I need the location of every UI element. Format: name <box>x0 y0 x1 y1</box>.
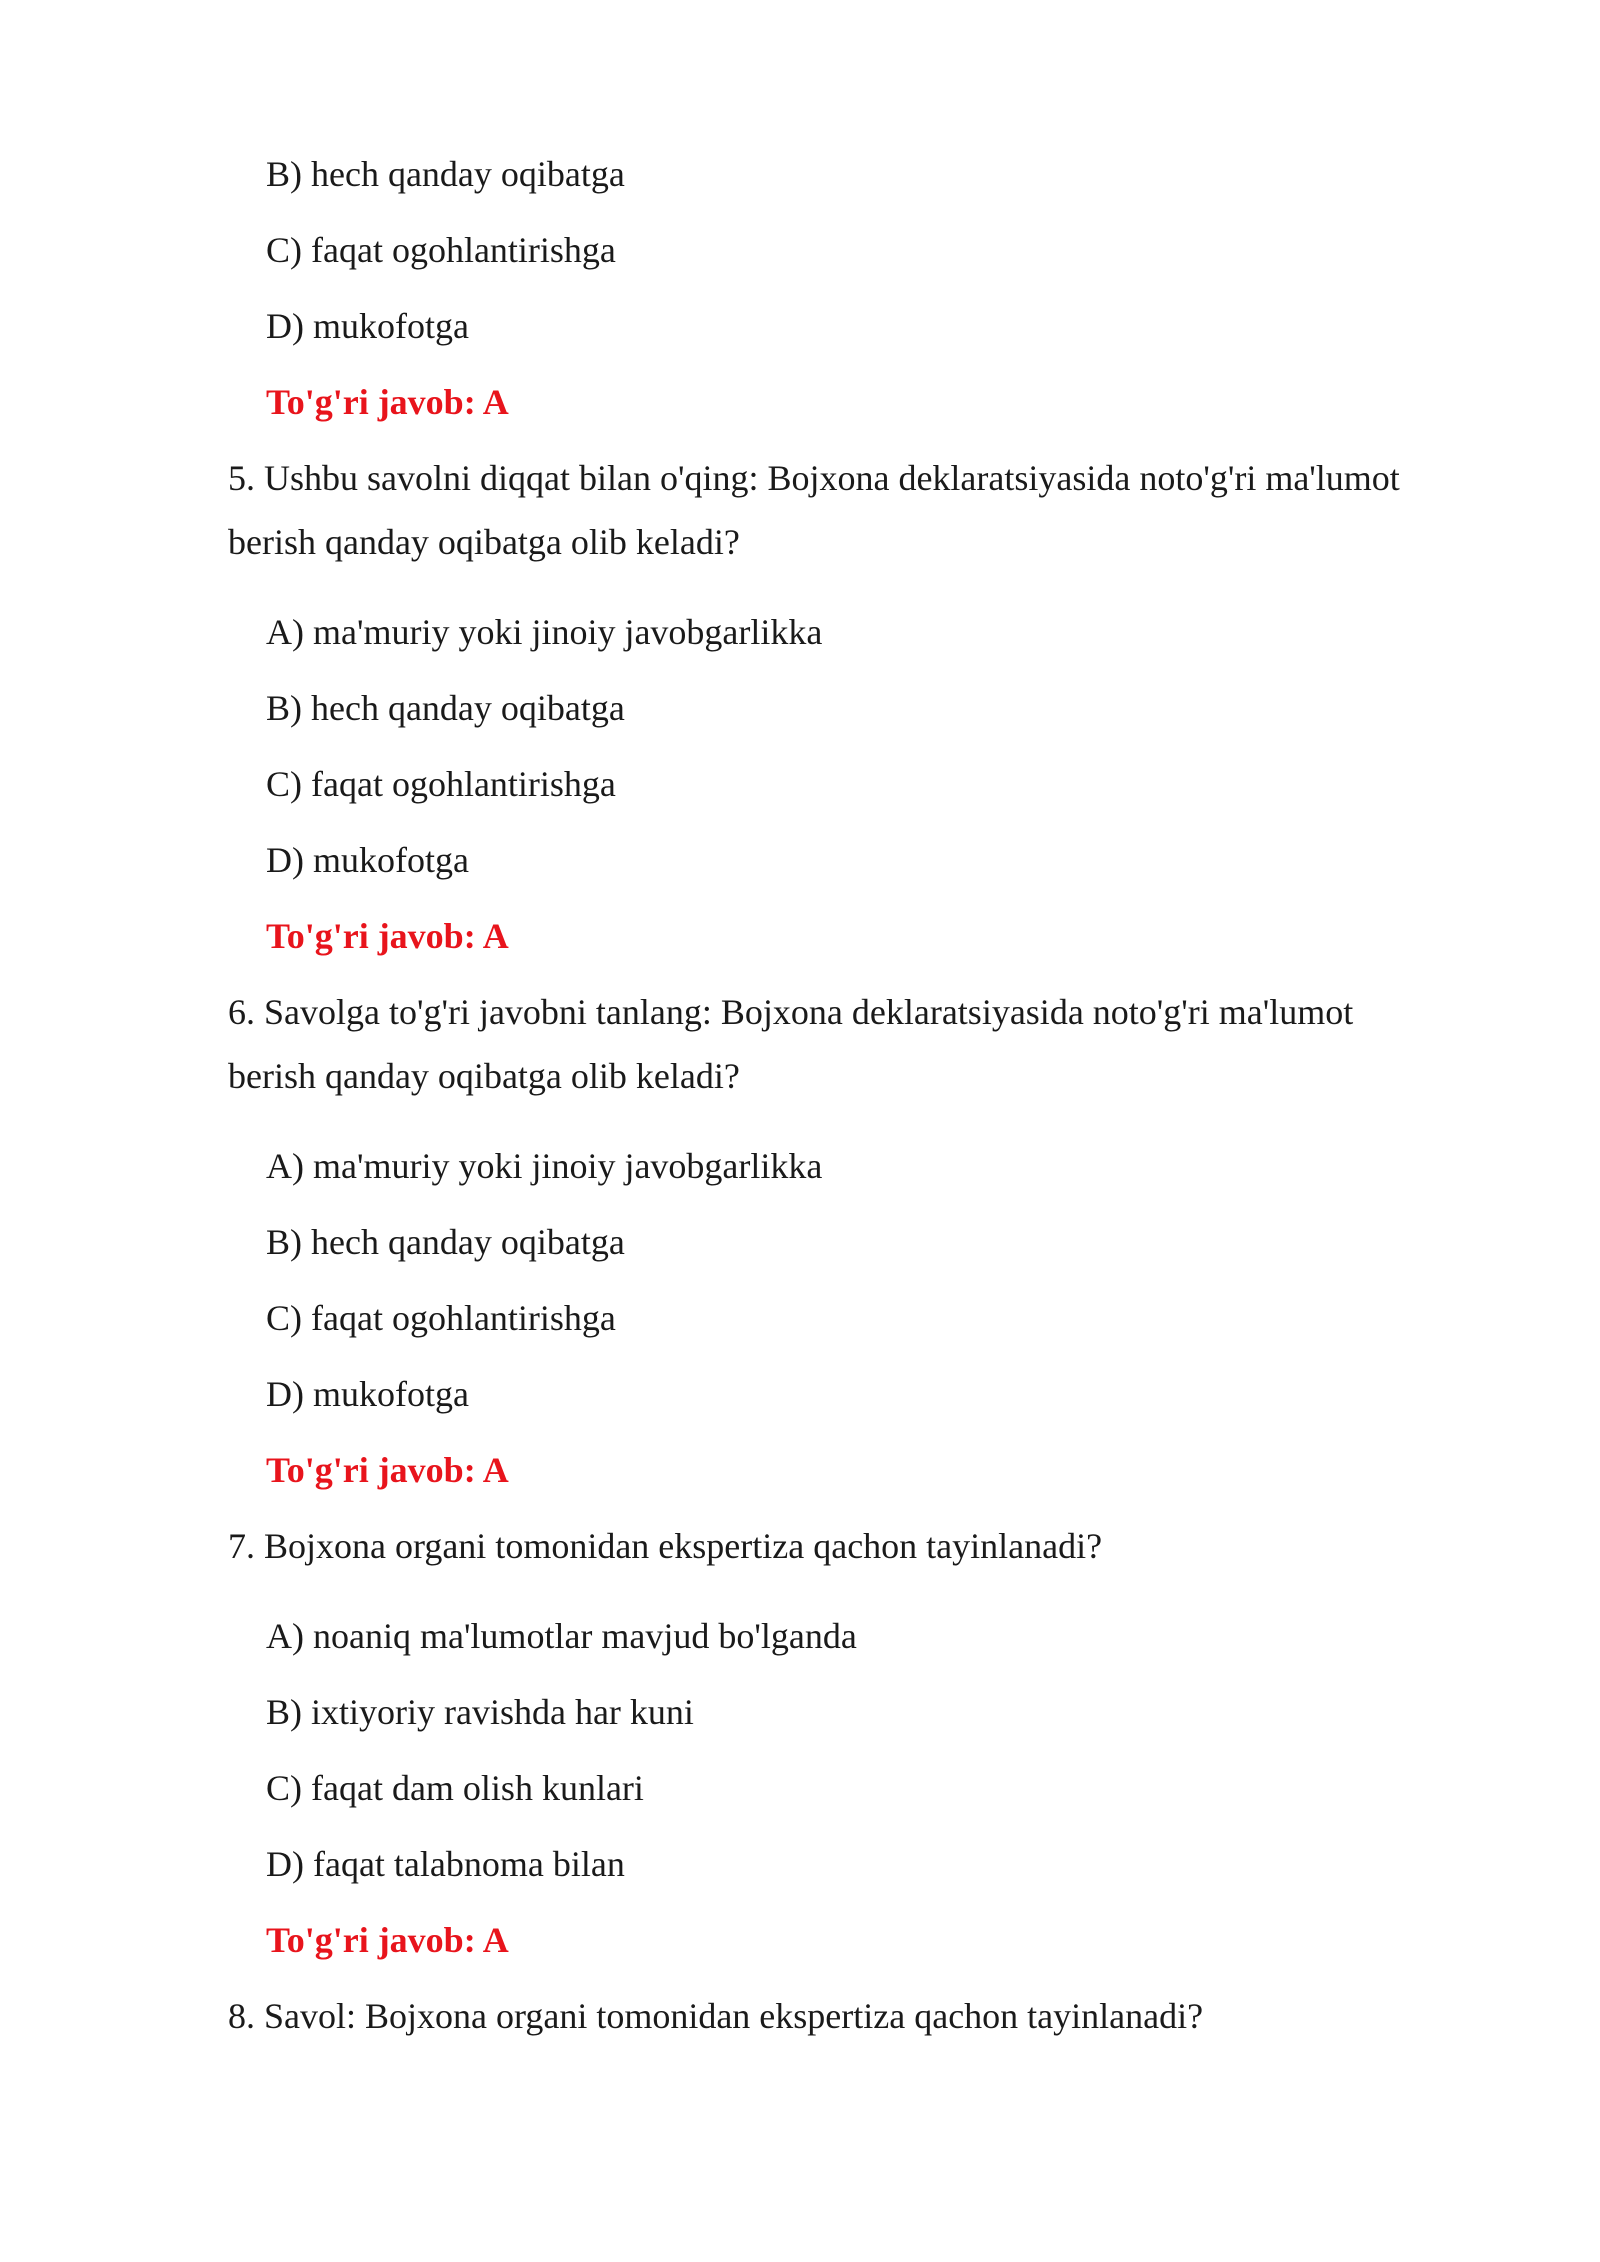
option-d: D) mukofotga <box>266 306 469 346</box>
option-d: D) faqat talabnoma bilan <box>266 1844 625 1884</box>
option-d: D) mukofotga <box>266 840 469 880</box>
option-a: A) ma'muriy yoki jinoiy javobgarlikka <box>266 612 823 652</box>
correct-answer: To'g'ri javob: A <box>266 1450 509 1490</box>
question-text: 7. Bojxona organi tomonidan ekspertiza qachon tayinlanadi? <box>228 1526 1103 1566</box>
correct-answer: To'g'ri javob: A <box>266 1920 509 1960</box>
question-text: 6. Savolga to'g'ri javobni tanlang: Bojxona deklaratsiyasida noto'g'ri ma'lumot <box>228 992 1354 1032</box>
option-c: C) faqat dam olish kunlari <box>266 1768 644 1808</box>
correct-answer: To'g'ri javob: A <box>266 382 509 422</box>
option-b: B) ixtiyoriy ravishda har kuni <box>266 1692 694 1732</box>
option-c: C) faqat ogohlantirishga <box>266 230 616 270</box>
option-b: B) hech qanday oqibatga <box>266 154 625 194</box>
question-text: 8. Savol: Bojxona organi tomonidan ekspertiza qachon tayinlanadi? <box>228 1996 1204 2036</box>
correct-answer: To'g'ri javob: A <box>266 916 509 956</box>
question-text: 5. Ushbu savolni diqqat bilan o'qing: Bojxona deklaratsiyasida noto'g'ri ma'lumot <box>228 458 1400 498</box>
option-b: B) hech qanday oqibatga <box>266 688 625 728</box>
question-text: berish qanday oqibatga olib keladi? <box>228 522 740 562</box>
option-a: A) noaniq ma'lumotlar mavjud bo'lganda <box>266 1616 857 1656</box>
option-b: B) hech qanday oqibatga <box>266 1222 625 1262</box>
option-c: C) faqat ogohlantirishga <box>266 764 616 804</box>
option-a: A) ma'muriy yoki jinoiy javobgarlikka <box>266 1146 823 1186</box>
question-text: berish qanday oqibatga olib keladi? <box>228 1056 740 1096</box>
option-d: D) mukofotga <box>266 1374 469 1414</box>
option-c: C) faqat ogohlantirishga <box>266 1298 616 1338</box>
